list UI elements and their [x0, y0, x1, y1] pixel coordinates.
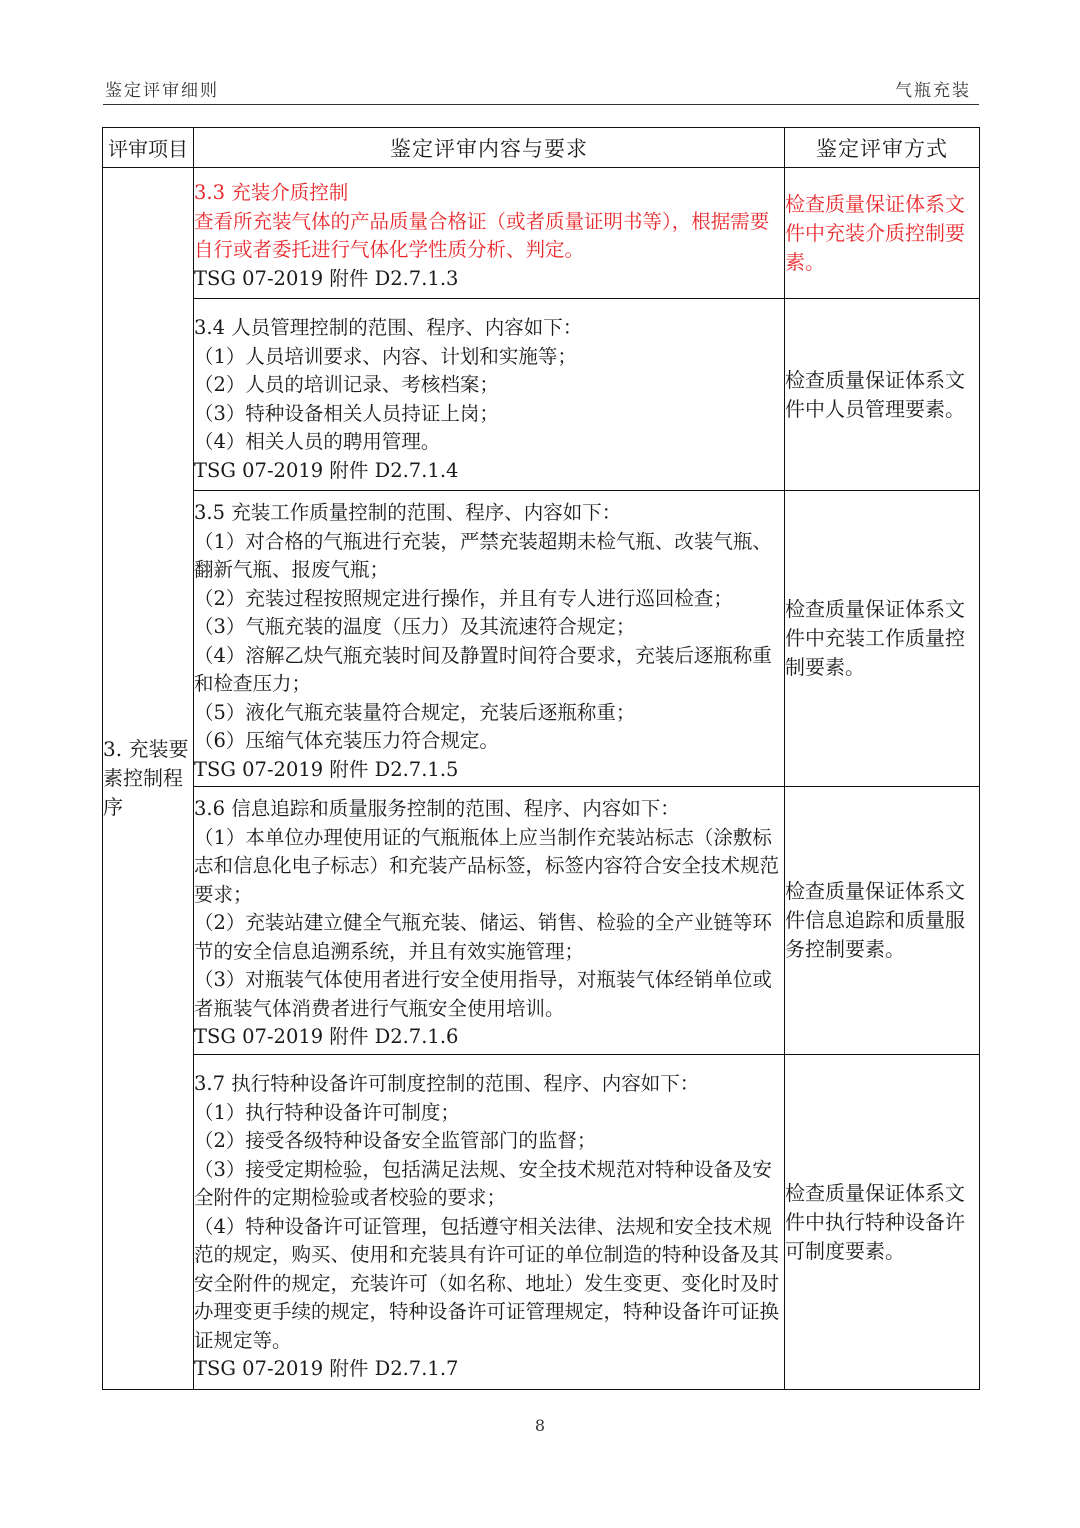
row-line: （3）对瓶装气体使用者进行安全使用指导，对瓶装气体经销单位或者瓶装气体消费者进行气瓶安全使用培训。 [194, 968, 772, 1020]
row-line: （2）接受各级特种设备安全监管部门的监督； [194, 1129, 597, 1153]
table-row [103, 787, 980, 1055]
row-content-3-7 [194, 1055, 785, 1390]
row-line: （2）人员的培训记录、考核档案； [194, 373, 499, 396]
row-reference: TSG 07-2019 附件 D2.7.1.7 [194, 1357, 459, 1381]
row-content-3-5 [194, 491, 785, 787]
row-content-3-4 [194, 299, 785, 491]
row-title: 3.7 执行特种设备许可制度控制的范围、程序、内容如下： [194, 1072, 700, 1096]
row-line: （3）气瓶充装的温度（压力）及其流速符合规定； [194, 615, 636, 638]
page-header [103, 74, 979, 105]
row-line: （1）人员培训要求、内容、计划和实施等； [194, 344, 577, 368]
row-method-3-5: 检查质量保证体系文件中充装工作质量控制要素。 [785, 491, 980, 787]
row-line: 查看所充装气体的产品质量合格证（或者质量证明书等），根据需要自行或者委托进行气体化学性质分析、判定。 [194, 209, 770, 261]
row-line: （2）充装过程按照规定进行操作，并且有专人进行巡回检查； [194, 586, 733, 610]
row-content-3-3 [194, 168, 785, 299]
row-line: （3）接受定期检验，包括满足法规、安全技术规范对特种设备及安全附件的定期检验或者校验的要求； [194, 1157, 772, 1210]
row-line: （1）执行特种设备许可制度； [194, 1100, 460, 1124]
row-line: （4）相关人员的聘用管理。 [194, 430, 441, 453]
row-method-3-6: 检查质量保证体系文件信息追踪和质量服务控制要素。 [785, 787, 980, 1055]
row-line: （4）溶解乙炔气瓶充装时间及静置时间符合要求，充装后逐瓶称重和检查压力； [194, 643, 772, 695]
row-line: （5）液化气瓶充装量符合规定，充装后逐瓶称重； [194, 700, 636, 724]
row-method-3-3: 检查质量保证体系文件中充装介质控制要素。 [785, 168, 980, 299]
row-reference: TSG 07-2019 附件 D2.7.1.3 [194, 266, 459, 290]
header-content-requirements: 鉴定评审内容与要求 [194, 128, 785, 168]
header-section-title: 气瓶充装 [895, 81, 971, 101]
row-reference: TSG 07-2019 附件 D2.7.1.5 [194, 757, 459, 781]
row-reference: TSG 07-2019 附件 D2.7.1.6 [194, 1025, 459, 1049]
row-line: （1）对合格的气瓶进行充装，严禁充装超期未检气瓶、改装气瓶、翻新气瓶、报废气瓶； [194, 529, 772, 581]
table-header-row [103, 128, 980, 168]
row-title: 3.4 人员管理控制的范围、程序、内容如下： [194, 316, 583, 339]
table-row [103, 1055, 980, 1390]
row-reference: TSG 07-2019 附件 D2.7.1.4 [194, 458, 459, 482]
row-content-3-6 [194, 787, 785, 1055]
row-line: （6）压缩气体充装压力符合规定。 [194, 729, 499, 752]
table-row [103, 491, 980, 787]
page-number: 8 [534, 1416, 546, 1435]
row-line: （2）充装站建立健全气瓶充装、储运、销售、检验的全产业链等环节的安全信息追溯系统，并且有效实施管理； [194, 911, 772, 963]
table-row [103, 168, 980, 299]
row-title: 3.6 信息追踪和质量服务控制的范围、程序、内容如下： [194, 797, 680, 821]
row-line: （1）本单位办理使用证的气瓶瓶体上应当制作充装站标志（涂敷标志和信息化电子标志）和充装产品标签，标签内容符合安全技术规范要求； [194, 825, 780, 906]
header-review-method: 鉴定评审方式 [785, 128, 980, 168]
header-review-item: 评审项目 [103, 128, 194, 168]
row-line: （4）特种设备许可证管理，包括遵守相关法律、法规和安全技术规范的规定，购买、使用和充装具有许可证的单位制造的特种设备及其安全附件的规定，充装许可（如名称、地址）发生变更、变化时及时办理变更手续的规定，特种设备许可证管理规定，特种设备许可证换证规定等。 [194, 1214, 780, 1352]
review-table [102, 127, 980, 1390]
row-method-3-7: 检查质量保证体系文件中执行特种设备许可制度要素。 [785, 1055, 980, 1390]
row-method-3-4: 检查质量保证体系文件中人员管理要素。 [785, 299, 980, 491]
header-doc-title: 鉴定评审细则 [105, 81, 219, 101]
row-line: （3）特种设备相关人员持证上岗； [194, 401, 499, 425]
row-title: 3.3 充装介质控制 [194, 181, 349, 204]
row-title: 3.5 充装工作质量控制的范围、程序、内容如下： [194, 501, 622, 524]
review-item-cell: 3. 充装要素控制程序 [103, 168, 194, 1390]
table-row [103, 299, 980, 491]
